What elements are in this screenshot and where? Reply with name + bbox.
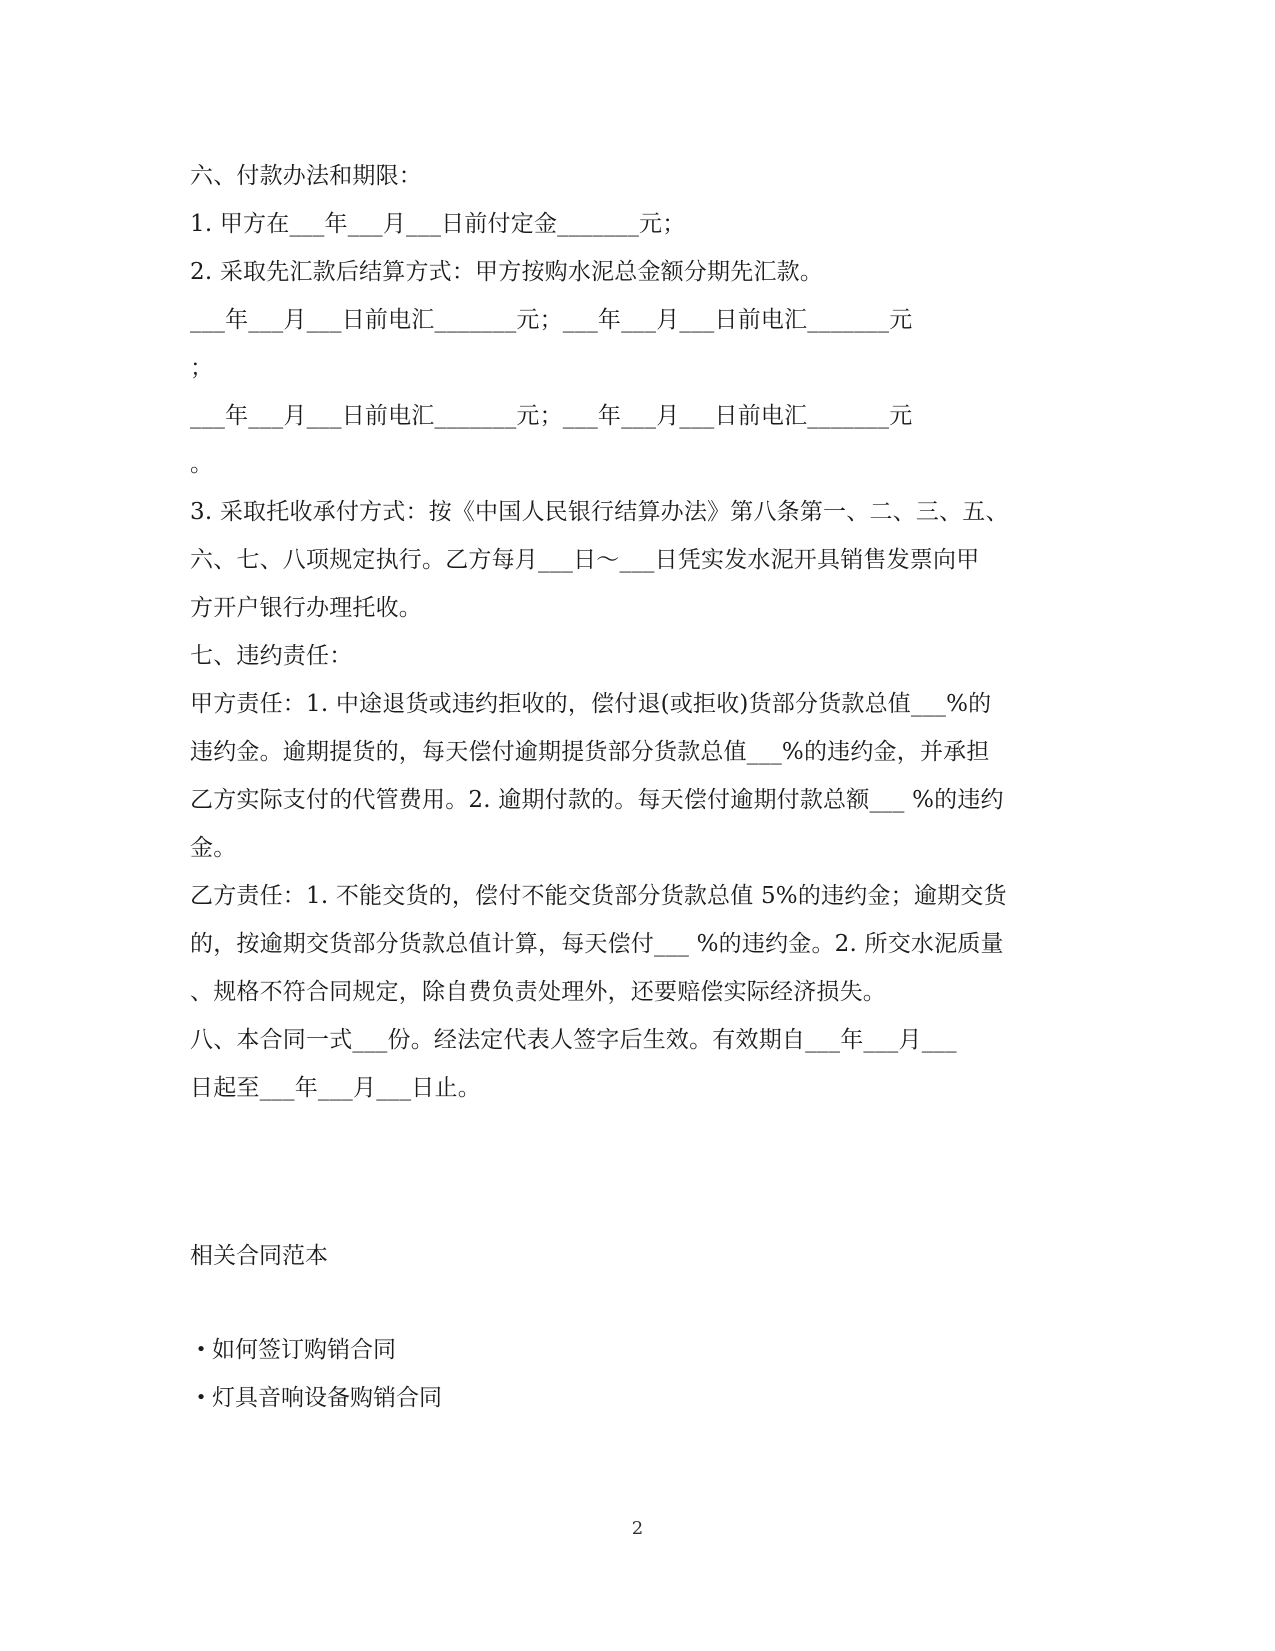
- spacer: [190, 1280, 1070, 1326]
- related-link-label: 灯具音响设备购销合同: [212, 1385, 442, 1411]
- section-heading-breach: 七、违约责任：: [190, 643, 353, 669]
- paragraph-line: 3. 采取托收承付方式：按《中国人民银行结算办法》第八条第一、二、三、五、: [190, 499, 1009, 525]
- paragraph-line: 2. 采取先汇款后结算方式：甲方按购水泥总金额分期先汇款。: [190, 259, 824, 285]
- paragraph-line: 甲方责任：1. 中途退货或违约拒收的，偿付退(或拒收)货部分货款总值___%的: [190, 691, 992, 717]
- related-link[interactable]: [190, 1374, 1070, 1422]
- paragraph-line: ___年___月___日前电汇_______元；___年___月___日前电汇_______元: [190, 307, 913, 333]
- paragraph-line: ___年___月___日前电汇_______元；___年___月___日前电汇_______元: [190, 403, 913, 429]
- bullet-icon: •: [195, 1387, 207, 1408]
- related-list: [190, 1326, 1070, 1422]
- paragraph-line: 乙方责任：1. 不能交货的，偿付不能交货部分货款总值 5%的违约金；逾期交货: [190, 883, 1007, 909]
- bullet-icon: •: [195, 1339, 207, 1360]
- paragraph-line: 乙方实际支付的代管费用。2. 逾期付款的。每天偿付逾期付款总额___ %的违约: [190, 787, 1004, 813]
- related-title: 相关合同范本: [190, 1243, 328, 1269]
- related-link-label: 如何签订购销合同: [212, 1337, 396, 1363]
- paragraph-line: 日起至___年___月___日止。: [190, 1075, 481, 1101]
- paragraph-line: 。: [190, 451, 214, 477]
- paragraph-line: 金。: [190, 835, 237, 861]
- section-heading-payment: 六、付款办法和期限：: [190, 163, 422, 189]
- paragraph-line: ；: [190, 355, 214, 381]
- paragraph-line: 的，按逾期交货部分货款总值计算，每天偿付___ %的违约金。2. 所交水泥质量: [190, 931, 1004, 957]
- document-body: [190, 152, 1070, 1422]
- related-link[interactable]: [190, 1326, 1070, 1374]
- paragraph-line: 违约金。逾期提货的，每天偿付逾期提货部分货款总值___%的违约金，并承担: [190, 739, 990, 765]
- paragraph-line: 六、七、八项规定执行。乙方每月___日～___日凭实发水泥开具销售发票向甲: [190, 547, 980, 573]
- page-number: 2: [631, 1518, 644, 1539]
- section-heading-copies: 八、本合同一式___份。经法定代表人签字后生效。有效期自___年___月___: [190, 1027, 957, 1053]
- paragraph-line: 方开户银行办理托收。: [190, 595, 422, 621]
- paragraph-line: 1. 甲方在___年___月___日前付定金_______元；: [190, 211, 686, 237]
- paragraph-line: 、规格不符合同规定，除自费负责处理外，还要赔偿实际经济损失。: [190, 979, 886, 1005]
- spacer: [190, 1112, 1070, 1232]
